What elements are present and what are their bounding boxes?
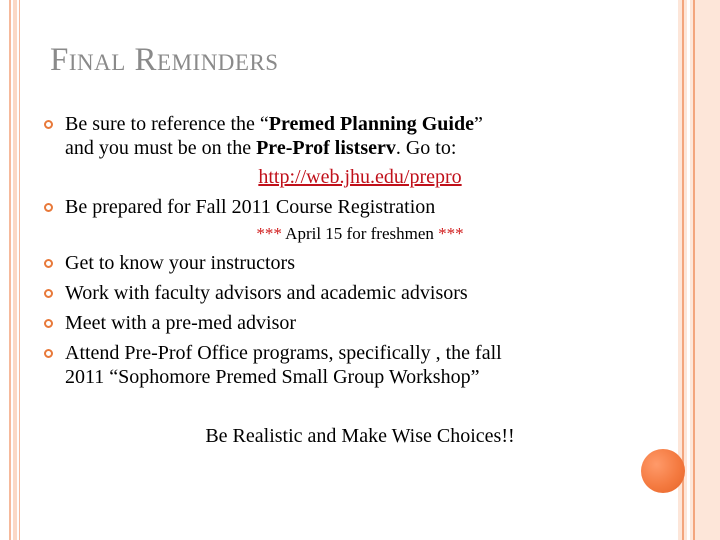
bullet-icon	[44, 120, 53, 129]
premed-guide-text: Premed Planning Guide	[268, 113, 474, 135]
bullet-icon	[44, 289, 53, 298]
deadline-line	[0, 222, 720, 246]
bullet-item-workshop	[65, 341, 502, 389]
listserv-text: Pre-Prof listserv	[256, 137, 396, 159]
bullet-icon	[44, 259, 53, 268]
bullet-icon	[44, 203, 53, 212]
text-segment: . Go to:	[395, 137, 457, 159]
bullet-item-course-registration: Be prepared for Fall 2011 Course Registration	[65, 196, 436, 218]
bullet-item-instructors: Get to know your instructors	[65, 252, 295, 274]
closing-text: Be Realistic and Make Wise Choices!!	[205, 425, 515, 447]
bullet-line: 2011 “Sophomore Premed Small Group Workshop”	[65, 366, 480, 388]
bullet-icon	[44, 319, 53, 328]
slide-title: Final Reminders	[50, 42, 279, 78]
bullet-line	[65, 136, 483, 160]
link-line	[0, 165, 720, 191]
bullet-line	[65, 112, 483, 136]
stars-right: ***	[438, 224, 464, 243]
bullet-item-advisors: Work with faculty advisors and academic advisors	[65, 282, 468, 304]
deadline-text: April 15 for freshmen	[281, 224, 439, 243]
bullet-line: Attend Pre-Prof Office programs, specifically , the fall	[65, 342, 502, 364]
stars-left: ***	[256, 224, 282, 243]
bullet-item-reference-guide	[65, 112, 483, 160]
text-segment: and you must be on the	[65, 137, 257, 159]
bullet-icon	[44, 349, 53, 358]
prepro-link[interactable]: http://web.jhu.edu/prepro	[258, 166, 462, 188]
bullet-item-premed-advisor: Meet with a pre-med advisor	[65, 312, 297, 334]
text-segment: Be sure to reference the “	[65, 113, 269, 135]
text-segment: ”	[474, 113, 483, 135]
